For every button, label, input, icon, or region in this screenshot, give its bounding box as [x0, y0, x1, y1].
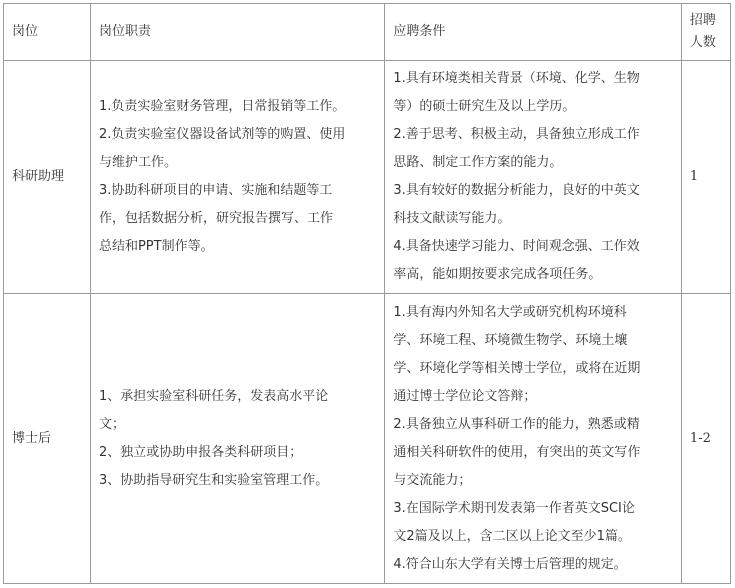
header-row [4, 4, 731, 61]
requirement-line: 率高，能如期按要求完成各项任务。 [393, 267, 602, 282]
duty-line: 3.协助科研项目的申请、实施和结题等工 [98, 183, 333, 198]
requirements-cell [385, 61, 682, 294]
requirement-line: 通相关科研软件的使用，有突出的英文写作 [393, 444, 641, 460]
requirement-line: 与交流能力； [393, 472, 472, 488]
duty-line: 3、协助指导研究生和实验室管理工作。 [98, 472, 329, 488]
header-count: 招聘人数 [681, 4, 730, 61]
table-row [4, 294, 731, 584]
duty-line: 总结和PPT制作等。 [98, 239, 214, 254]
recruitment-table [3, 3, 731, 584]
count-cell: 1 [681, 61, 730, 294]
requirements-cell [385, 294, 682, 584]
duty-line: 2.负责实验室仪器设备试剂等的购置、使用 [98, 127, 346, 142]
position-cell: 博士后 [4, 294, 91, 584]
requirement-line: 等）的硕士研究生及以上学历。 [393, 99, 576, 114]
header-position: 岗位 [4, 4, 91, 61]
header-duties: 岗位职责 [90, 4, 384, 61]
requirement-line: 思路、制定工作方案的能力。 [393, 155, 563, 170]
duties-cell [90, 294, 384, 584]
header-requirements: 应聘条件 [385, 4, 682, 61]
requirement-line: 文2篇及以上，含二区以上论文至少1篇。 [393, 528, 631, 544]
requirement-line: 1.具有环境类相关背景（环境、化学、生物 [393, 71, 640, 86]
duty-line: 1、承担实验室科研任务，发表高水平论 [98, 388, 329, 404]
duty-line: 文； [98, 416, 125, 432]
requirement-line: 通过博士学位论文答辩； [393, 388, 537, 404]
requirement-line: 4.符合山东大学有关博士后管理的规定。 [393, 556, 627, 572]
requirement-line: 2.善于思考、积极主动，具备独立形成工作 [393, 127, 640, 142]
table-row [4, 61, 731, 294]
duty-line: 与维护工作。 [98, 155, 177, 170]
duty-line: 1.负责实验室财务管理，日常报销等工作。 [98, 99, 346, 114]
requirement-line: 2.具备独立从事科研工作的能力，熟悉或精 [393, 416, 640, 432]
duty-line: 作，包括数据分析，研究报告撰写、工作 [98, 211, 333, 226]
duties-cell [90, 61, 384, 294]
requirement-line: 3.具有较好的数据分析能力，良好的中英文 [393, 183, 640, 198]
requirement-line: 学、环境工程、环境微生物学、环境土壤 [393, 332, 628, 348]
requirement-line: 4.具备快速学习能力、时间观念强、工作效 [393, 239, 640, 254]
requirement-line: 1.具有海内外知名大学或研究机构环境科 [393, 304, 627, 320]
requirement-line: 3.在国际学术期刊发表第一作者英文SCI论 [393, 500, 635, 516]
count-cell: 1-2 [681, 294, 730, 584]
requirement-line: 科技文献读写能力。 [393, 211, 511, 226]
requirement-line: 学、环境化学等相关博士学位，或将在近期 [393, 360, 641, 376]
duty-line: 2、独立或协助申报各类科研项目； [98, 444, 303, 460]
position-cell: 科研助理 [4, 61, 91, 294]
